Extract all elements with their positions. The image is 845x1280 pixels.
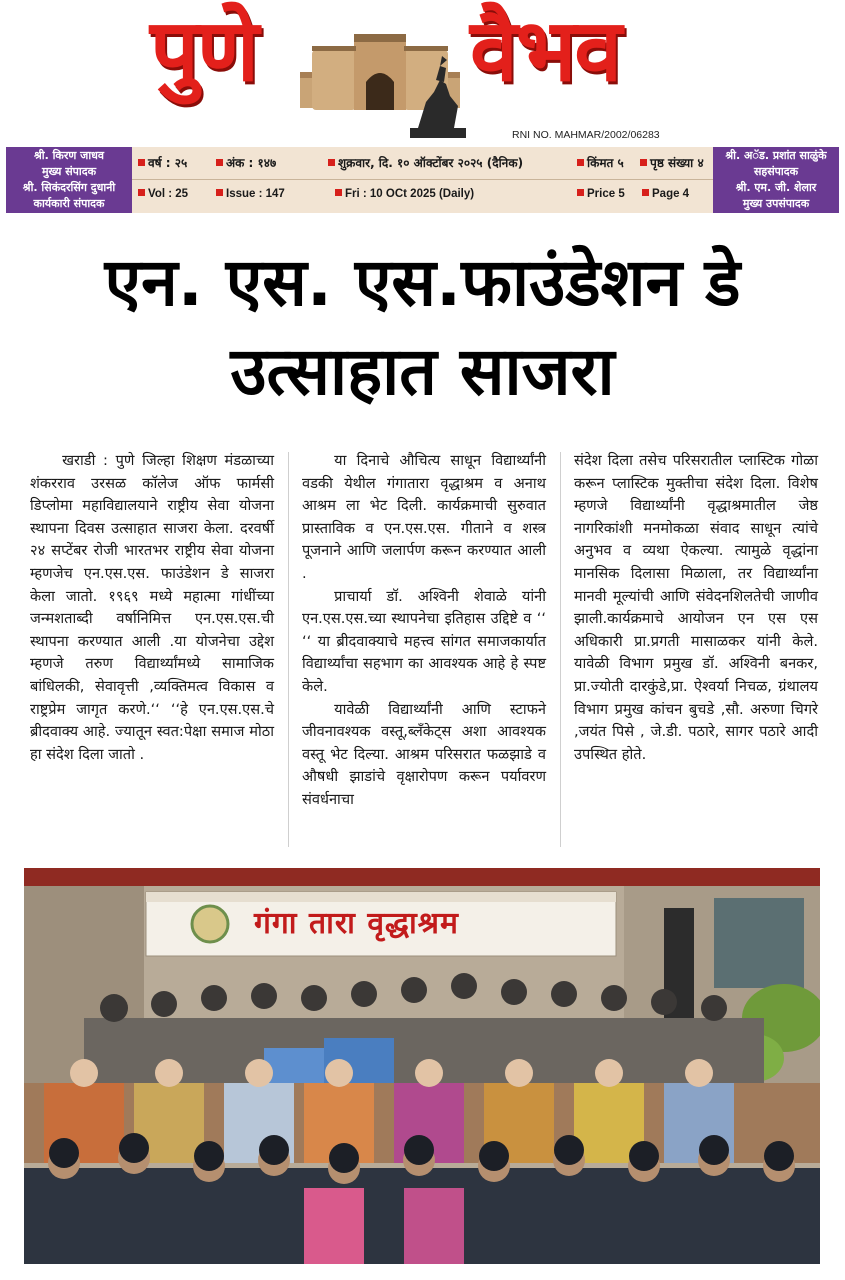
divider <box>132 179 713 180</box>
volume-en: Vol : 25 <box>138 188 188 200</box>
headline-line-2: उत्साहात साजरा <box>230 333 615 410</box>
editor-box-left <box>6 147 132 213</box>
paragraph: प्राचार्या डॉ. अश्विनी शेवाळे यांनी एन.एस.एस.च्या स्थापनेचा इतिहास उद्दिष्टे व ‘‘ ‘‘ या ब्रीदवाक्याचे महत्त्व सांगत समाजकार्यात विद्यार्थ्यांचा सहभाग का आवश्यक आहे हे स्पष्ट केले. <box>302 587 546 695</box>
masthead-title-left: पुणे <box>150 1 258 101</box>
bullet-icon <box>577 159 584 166</box>
bullet-icon <box>328 159 335 166</box>
editor-name: श्री. किरण जाधव <box>33 149 105 162</box>
price-en: Price 5 <box>577 188 625 200</box>
date-mr: शुक्रवार, दि. १० ऑक्टोंबर २०२५ (दैनिक) <box>328 154 523 171</box>
group-photo <box>24 868 820 1264</box>
rni-number: RNI NO. MAHMAR/2002/06283 <box>512 129 660 141</box>
editor-role: मुख्य संपादक <box>41 165 97 178</box>
pages-mr: पृष्ठ संख्या ४ <box>640 154 704 171</box>
issue-en: Issue : 147 <box>216 188 285 200</box>
bullet-icon <box>138 159 145 166</box>
bullet-icon <box>335 189 342 196</box>
front-row-students <box>24 1133 820 1264</box>
co-editor-name: श्री. अॅड. प्रशांत साळुंके <box>725 149 827 162</box>
article-column-1 <box>30 450 274 766</box>
executive-editor-name: श्री. सिकंदरसिंग दुधानी <box>22 181 116 194</box>
bullet-icon <box>138 189 145 196</box>
info-bar <box>6 147 839 213</box>
masthead-title-right: वैभव <box>470 1 621 101</box>
bullet-icon <box>640 159 647 166</box>
column-divider <box>288 452 289 847</box>
paragraph: खराडी : पुणे जिल्हा शिक्षण मंडळाच्या शंकरराव उरसळ कॉलेज ऑफ फार्मसी डिप्लोमा महाविद्यालयाने राष्ट्रीय सेवा योजना स्थापना दिवस उत्साहात साजरा केला. दरवर्षी २४ सप्टेंबर रोजी भारतभर राष्ट्रीय सेवा योजना म्हणजेच एन.एस.एस. फाउंडेशन डे साजरा केला जातो. १९६९ मध्ये महात्मा गांधींच्या जन्मशताब्दी वर्षानिमित्त एन.एस.एस.ची स्थापना करण्यात आली .या योजनेचा उद्देश म्हणजे तरुण विद्यार्थ्यांमध्ये सामाजिक बांधिलकी, सेवावृत्ती ,व्यक्तिमत्व विकास व राष्ट्रप्रेम जागृत करणे.‘‘ ‘‘हे एन.एस.एस.चे ब्रीदवाक्य आहे. ज्यातून स्वत:पेक्षा समाज मोठा हा संदेश दिला जातो . <box>30 452 274 763</box>
volume-mr: वर्ष : २५ <box>138 154 187 171</box>
fort-logo-icon <box>290 20 470 142</box>
headline-line-1: एन. एस. एस.फाउंडेशन डे <box>104 244 741 321</box>
masthead <box>0 0 845 148</box>
issue-details <box>132 147 713 213</box>
column-divider <box>560 452 561 847</box>
sub-editor-role: मुख्य उपसंपादक <box>742 197 810 210</box>
paragraph: यावेळी विद्यार्थ्यांनी आणि स्टाफने जीवनावश्यक वस्तू,ब्लँकेट्स अशा आवश्यक वस्तू भेट दिल्या. आश्रम परिसरात फळझाडे व औषधी झाडांचे वृक्षारोपण करून पर्यावरण संवर्धनाचा <box>302 700 546 808</box>
editor-box-right <box>713 147 839 213</box>
bullet-icon <box>216 189 223 196</box>
bullet-icon <box>577 189 584 196</box>
co-editor-role: सहसंपादक <box>753 165 799 178</box>
ashram-banner-text: गंगा तारा वृद्धाश्रम <box>254 906 459 941</box>
price-mr: किंमत ५ <box>577 154 624 171</box>
bullet-icon <box>642 189 649 196</box>
article-headline <box>20 238 825 416</box>
paragraph: संदेश दिला तसेच परिसरातील प्लास्टिक गोळा करून प्लास्टिक मुक्तीचा संदेश दिला. विशेष म्हणजे विद्यार्थ्यांनी वृद्धाश्रमातील जेष्ठ नागरिकांशी मनमोकळा संवाद साधून त्यांचे अनुभव व व्यथा ऐकल्या. त्यामुळे वृद्धांना मानसिक दिलासा मिळाला, तर विद्यार्थ्यांना मानवी मूल्यांची आणि संवेदनशिलतेची जाणीव झाली.कार्यक्रमाचे आयोजन एन एस एस अधिकारी प्रा.प्रगती मासाळकर यांनी केले. यावेळी विभाग प्रमुख डॉ. अश्विनी बनकर, प्रा.ज्योती दारकुंडे,प्रा. ऐश्वर्या निचळ, ग्रंथालय विभाग प्रमुख कांचन बुचडे ,सौ. अरुणा चिगरे ,जयंत पिसे , जे.डी. पठारे, सागर पठारे आदी उपस्थित होते. <box>574 452 818 763</box>
bullet-icon <box>216 159 223 166</box>
article-column-3 <box>574 450 818 766</box>
issue-details-marathi <box>132 150 713 178</box>
date-en: Fri : 10 OCt 2025 (Daily) <box>335 188 474 200</box>
issue-details-english <box>132 184 713 212</box>
article-column-2 <box>302 450 546 812</box>
issue-mr: अंक : १४७ <box>216 154 276 171</box>
sub-editor-name: श्री. एम. जी. शेलार <box>735 181 817 194</box>
paragraph: या दिनाचे औचित्य साधून विद्यार्थ्यांनी वडकी येथील गंगातारा वृद्धाश्रम व अनाथ आश्रम ला भेट दिली. कार्यक्रमाची सुरुवात प्रास्ताविक व एन.एस.एस. गीताने व शस्त्र पूजनाने आणि जलार्पण करून करण्यात आली . <box>302 452 546 582</box>
executive-editor-role: कार्यकारी संपादक <box>33 197 105 210</box>
pages-en: Page 4 <box>642 188 689 200</box>
